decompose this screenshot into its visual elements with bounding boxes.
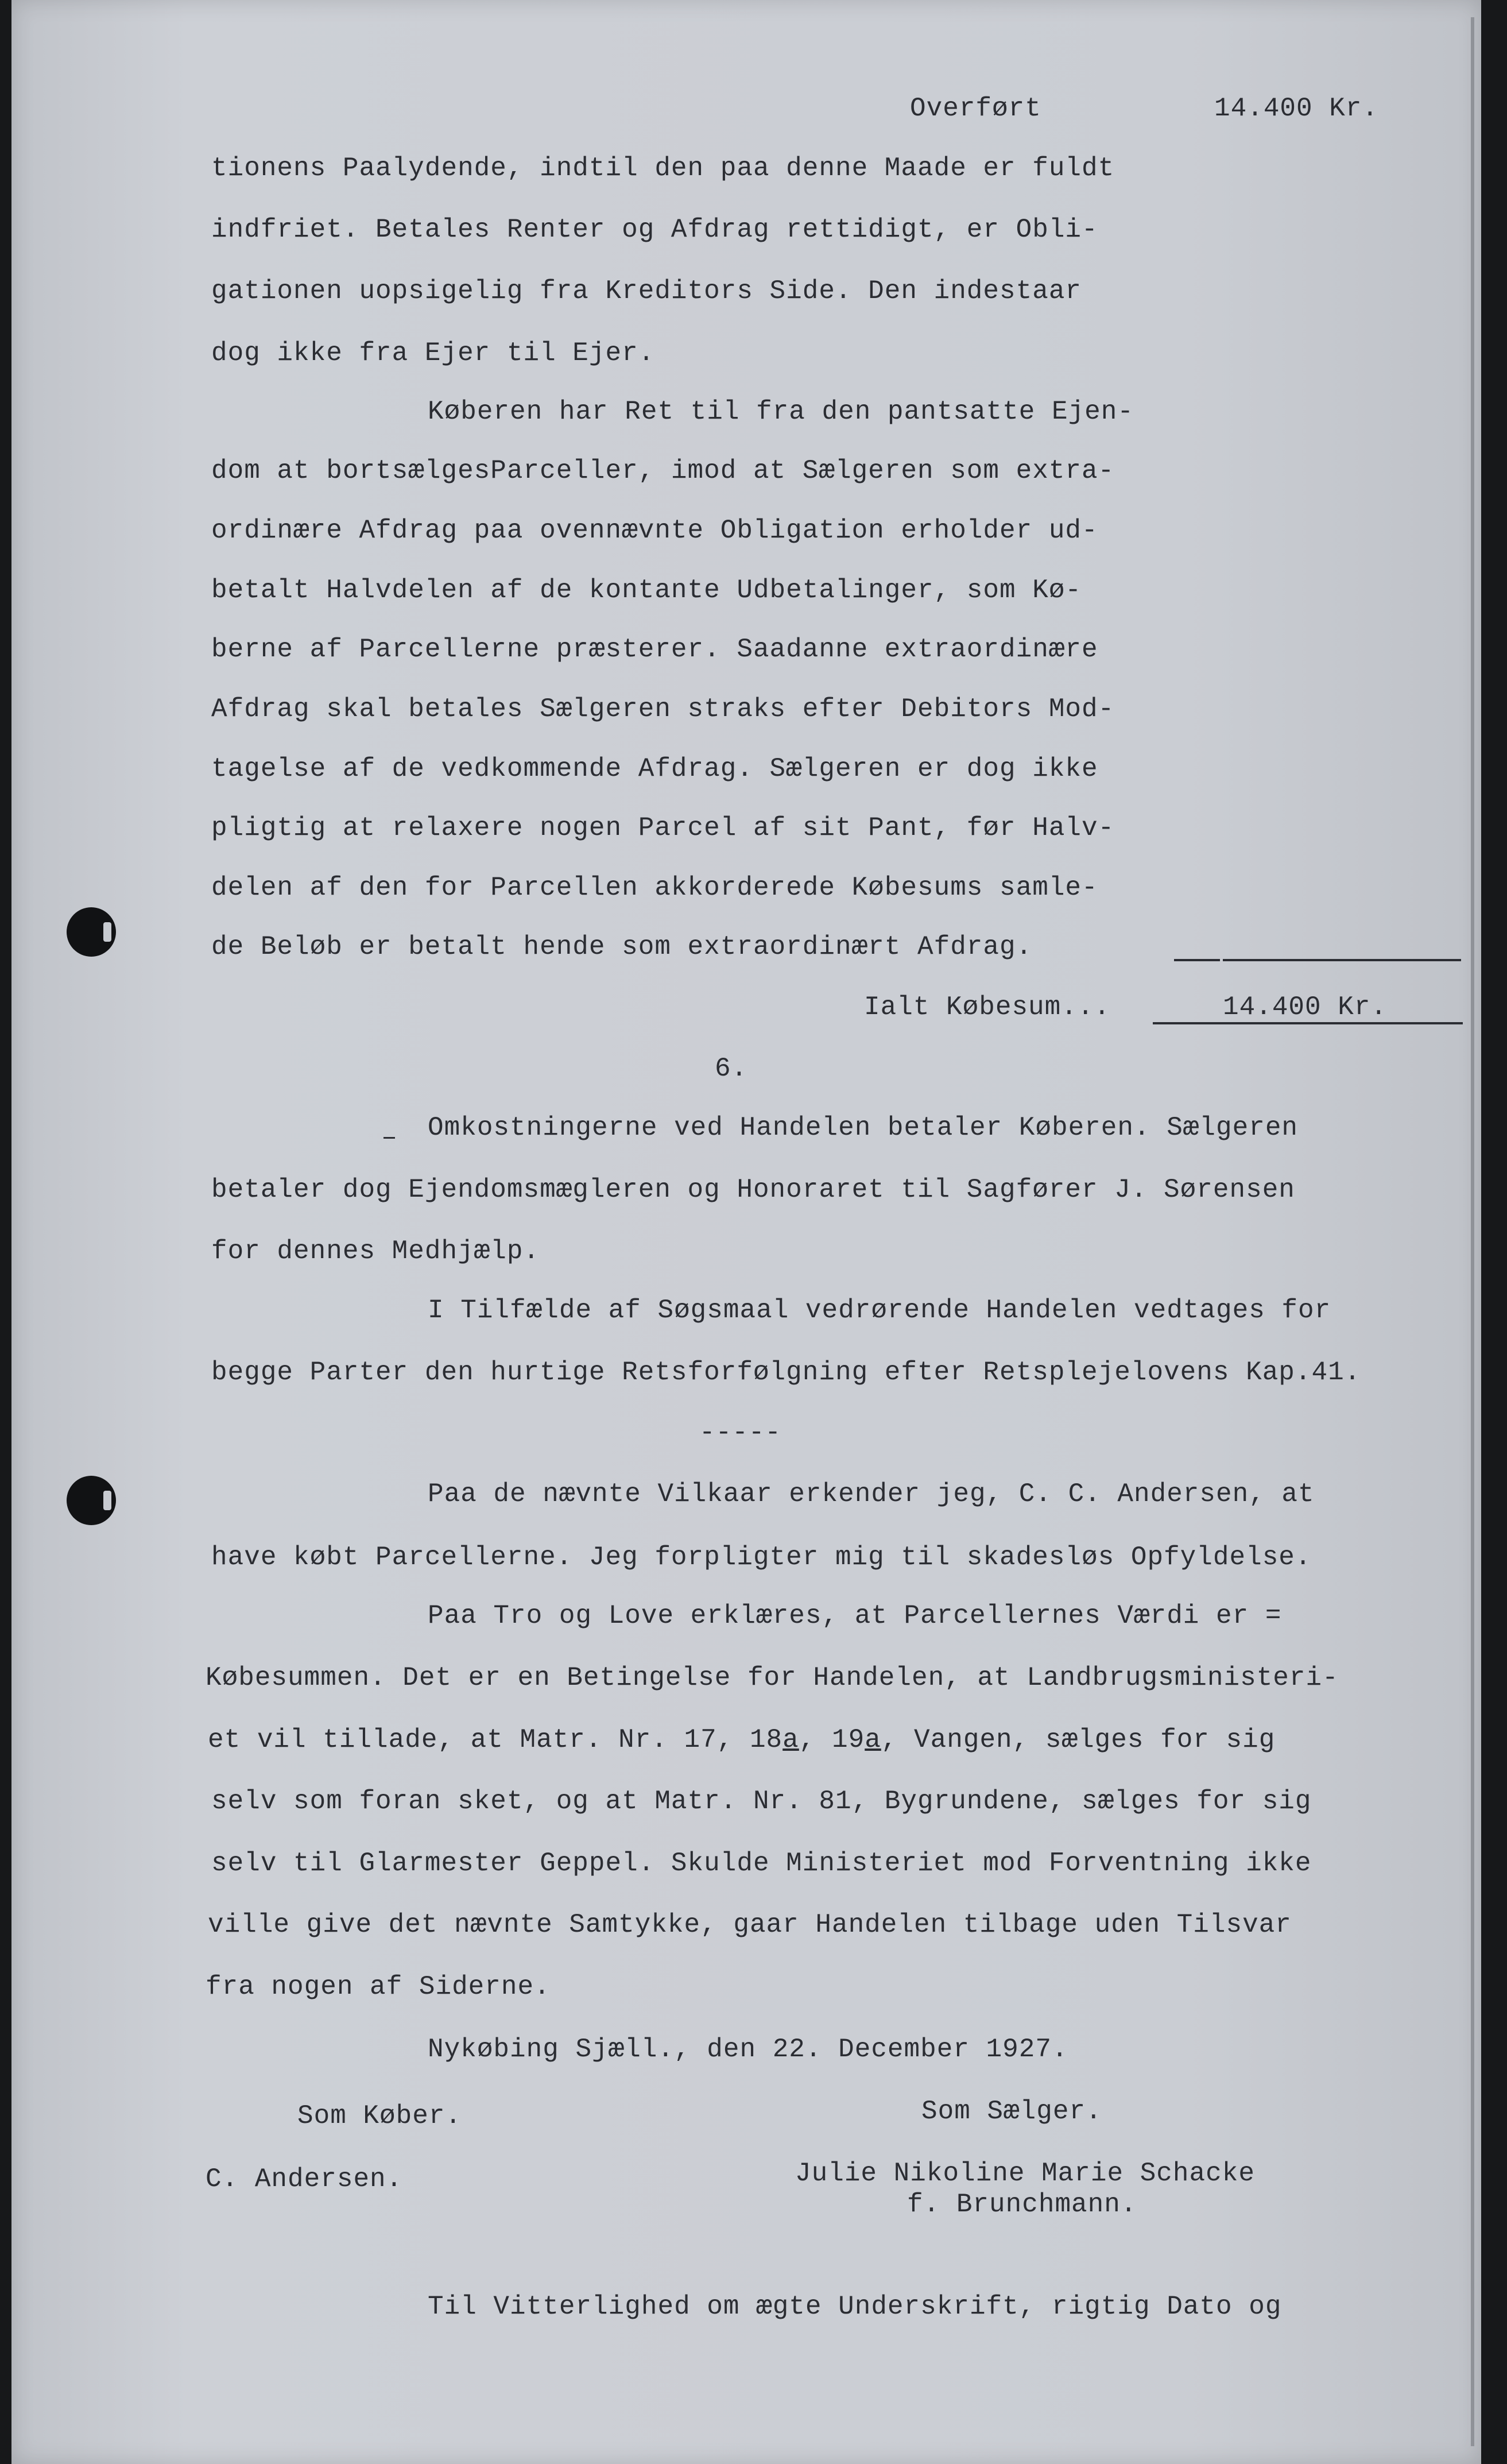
- text-line: selv som foran sket, og at Matr. Nr. 81, Bygrundene, sælges for sig: [211, 1786, 1312, 1816]
- text-line: delen af den for Parcellen akkorderede Købesums samle-: [211, 873, 1098, 903]
- text-line: de Beløb er betalt hende som extraordinært Afdrag.: [211, 932, 1033, 962]
- text-segment: , 19: [799, 1725, 865, 1755]
- section-number: 6.: [715, 1054, 748, 1084]
- punch-hole-lower: [67, 1476, 116, 1525]
- underlined-letter: a: [782, 1725, 799, 1755]
- text-line: fra nogen af Siderne.: [206, 1972, 551, 2002]
- witness-line: Til Vitterlighed om ægte Underskrift, rigtig Dato og: [428, 2292, 1282, 2322]
- text-line: pligtig at relaxere nogen Parcel af sit Pant, før Halv-: [211, 813, 1115, 843]
- total-underline: [1153, 1022, 1463, 1024]
- text-line: Køberen har Ret til fra den pantsatte Ejen-: [428, 397, 1134, 427]
- document-page: [11, 0, 1481, 2464]
- text-line: tagelse af de vedkommende Afdrag. Sælgeren er dog ikke: [211, 754, 1098, 784]
- text-line: tionens Paalydende, indtil den paa denne Maade er fuldt: [211, 153, 1115, 183]
- text-line: dom at bortsælgesParceller, imod at Sælgeren som extra-: [211, 456, 1115, 486]
- punch-hole-upper: [67, 907, 116, 957]
- text-line: indfriet. Betales Renter og Afdrag rettidigt, er Obli-: [211, 215, 1098, 245]
- text-line: gationen uopsigelig fra Kreditors Side. Den indestaar: [211, 276, 1082, 306]
- underlined-letter: a: [865, 1725, 881, 1755]
- carried-forward-label: Overført: [910, 94, 1041, 123]
- separator: -----: [699, 1418, 782, 1448]
- text-line: berne af Parcellerne præsterer. Saadanne extraordinære: [211, 635, 1098, 664]
- text-segment: et vil tillade, at Matr. Nr. 17, 18: [208, 1725, 783, 1755]
- text-line: ordinære Afdrag paa ovennævnte Obligation erholder ud-: [211, 516, 1098, 546]
- text-line: Paa Tro og Love erklæres, at Parcellernes Værdi er =: [428, 1601, 1282, 1631]
- dash-rule: [1223, 959, 1461, 961]
- text-line: betaler dog Ejendomsmægleren og Honoraret til Sagfører J. Sørensen: [211, 1175, 1295, 1205]
- seller-name: Julie Nikoline Marie Schacke: [795, 2159, 1255, 2188]
- carried-forward-amount: 14.400 Kr.: [1214, 94, 1379, 123]
- total-amount: 14.400 Kr.: [1223, 992, 1388, 1022]
- text-line: ville give det nævnte Samtykke, gaar Handelen tilbage uden Tilsvar: [208, 1910, 1292, 1940]
- date-line: Nykøbing Sjæll., den 22. December 1927.: [428, 2034, 1068, 2064]
- total-label: Ialt Købesum...: [864, 992, 1111, 1022]
- text-line: Paa de nævnte Vilkaar erkender jeg, C. C. Andersen, at: [428, 1479, 1315, 1509]
- text-line: selv til Glarmester Geppel. Skulde Ministeriet mod Forventning ikke: [211, 1848, 1312, 1878]
- text-line: betalt Halvdelen af de kontante Udbetalinger, som Kø-: [211, 575, 1082, 605]
- text-line: dog ikke fra Ejer til Ejer.: [211, 338, 655, 368]
- text-segment: , Vangen, sælges for sig: [881, 1725, 1276, 1755]
- text-line: Omkostningerne ved Handelen betaler Køberen. Sælgeren: [428, 1113, 1299, 1143]
- buyer-role: Som Køber.: [297, 2101, 462, 2131]
- seller-maiden-name: f. Brunchmann.: [907, 2190, 1137, 2219]
- seller-role: Som Sælger.: [921, 2096, 1102, 2126]
- text-line: Afdrag skal betales Sælgeren straks efter Debitors Mod-: [211, 694, 1115, 724]
- dash-rule: [1174, 959, 1220, 961]
- right-margin-line: [1471, 17, 1474, 2446]
- text-line: Købesummen. Det er en Betingelse for Handelen, at Landbrugsministeri-: [206, 1663, 1339, 1693]
- text-line: for dennes Medhjælp.: [211, 1236, 540, 1266]
- text-line: begge Parter den hurtige Retsforfølgning efter Retsplejelovens Kap.41.: [211, 1357, 1361, 1387]
- text-line: have købt Parcellerne. Jeg forpligter mig til skadesløs Opfyldelse.: [211, 1542, 1312, 1572]
- text-line: I Tilfælde af Søgsmaal vedrørende Handelen vedtages for: [428, 1295, 1331, 1325]
- dash-rule: [383, 1137, 395, 1139]
- text-line: [208, 1724, 1275, 1755]
- buyer-name: C. Andersen.: [206, 2164, 403, 2194]
